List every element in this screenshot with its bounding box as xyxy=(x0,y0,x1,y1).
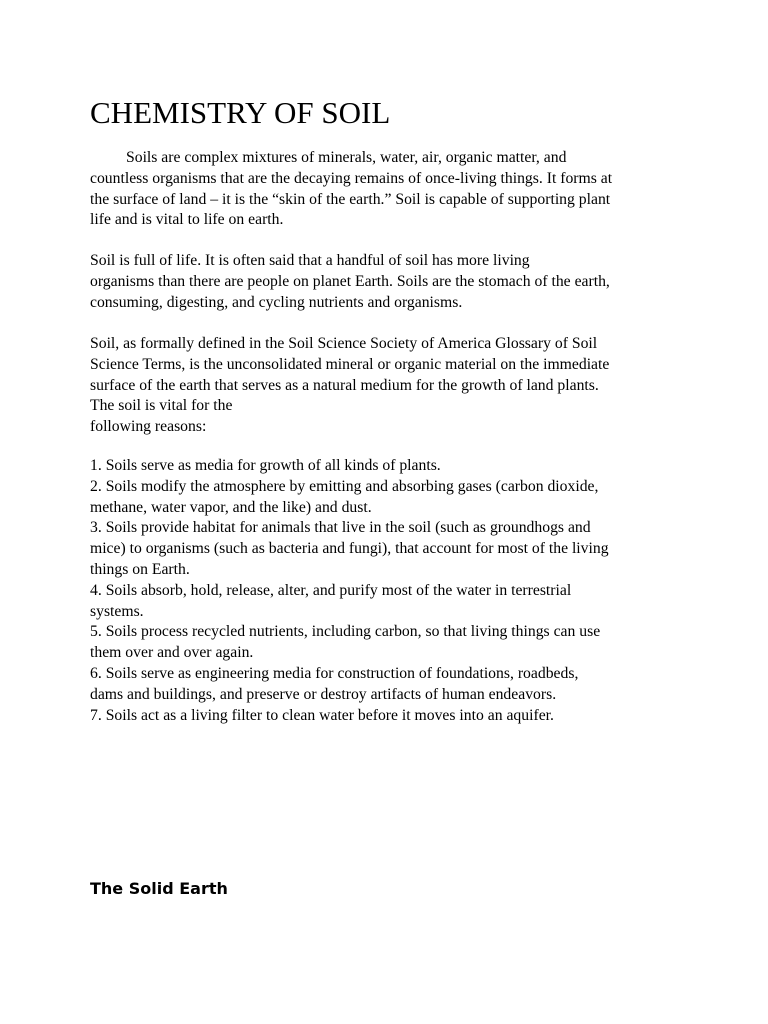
intro-paragraph xyxy=(90,148,690,231)
paragraph-line: surface of the earth that serves as a natural medium for the growth of land plants. xyxy=(90,376,599,394)
list-item: them over and over again. xyxy=(90,644,254,662)
list-item: mice) to organisms (such as bacteria and fungi), that account for most of the living xyxy=(90,540,609,558)
definition-paragraph xyxy=(90,334,690,438)
list-item: 6. Soils serve as engineering media for construction of foundations, roadbeds, xyxy=(90,664,579,682)
reasons-list xyxy=(90,456,690,726)
paragraph-line: Soils are complex mixtures of minerals, water, air, organic matter, and xyxy=(126,149,567,166)
page-title: CHEMISTRY OF SOIL xyxy=(90,95,391,130)
list-item: dams and buildings, and preserve or destroy artifacts of human endeavors. xyxy=(90,685,557,703)
list-item: 5. Soils process recycled nutrients, including carbon, so that living things can use xyxy=(90,623,601,641)
paragraph-line: Soil, as formally defined in the Soil Science Society of America Glossary of Soil xyxy=(90,335,598,352)
list-item: 7. Soils act as a living filter to clean water before it moves into an aquifer. xyxy=(90,706,554,724)
list-item: 1. Soils serve as media for growth of all kinds of plants. xyxy=(90,457,441,474)
paragraph-line: The soil is vital for the xyxy=(90,397,233,415)
section-heading: The Solid Earth xyxy=(90,879,228,898)
list-item: systems. xyxy=(90,602,144,620)
paragraph-line: Soil is full of life. It is often said that a handful of soil has more living xyxy=(90,252,530,269)
list-item: 2. Soils modify the atmosphere by emitting and absorbing gases (carbon dioxide, xyxy=(90,477,599,495)
paragraph-line: following reasons: xyxy=(90,418,207,436)
list-item: methane, water vapor, and the like) and dust. xyxy=(90,498,372,516)
paragraph-line: the surface of land – it is the “skin of the earth.” Soil is capable of supporting plant xyxy=(90,190,611,208)
paragraph-line: consuming, digesting, and cycling nutrients and organisms. xyxy=(90,293,463,311)
soil-life-paragraph xyxy=(90,251,690,313)
paragraph-line: Science Terms, is the unconsolidated mineral or organic material on the immediate xyxy=(90,355,610,373)
paragraph-line: organisms than there are people on planet Earth. Soils are the stomach of the earth, xyxy=(90,272,610,290)
list-item: 3. Soils provide habitat for animals that live in the soil (such as groundhogs and xyxy=(90,519,591,537)
paragraph-line: countless organisms that are the decaying remains of once-living things. It forms at xyxy=(90,169,613,187)
list-item: things on Earth. xyxy=(90,560,190,578)
list-item: 4. Soils absorb, hold, release, alter, and purify most of the water in terrestrial xyxy=(90,581,572,599)
paragraph-line: life and is vital to life on earth. xyxy=(90,211,284,229)
